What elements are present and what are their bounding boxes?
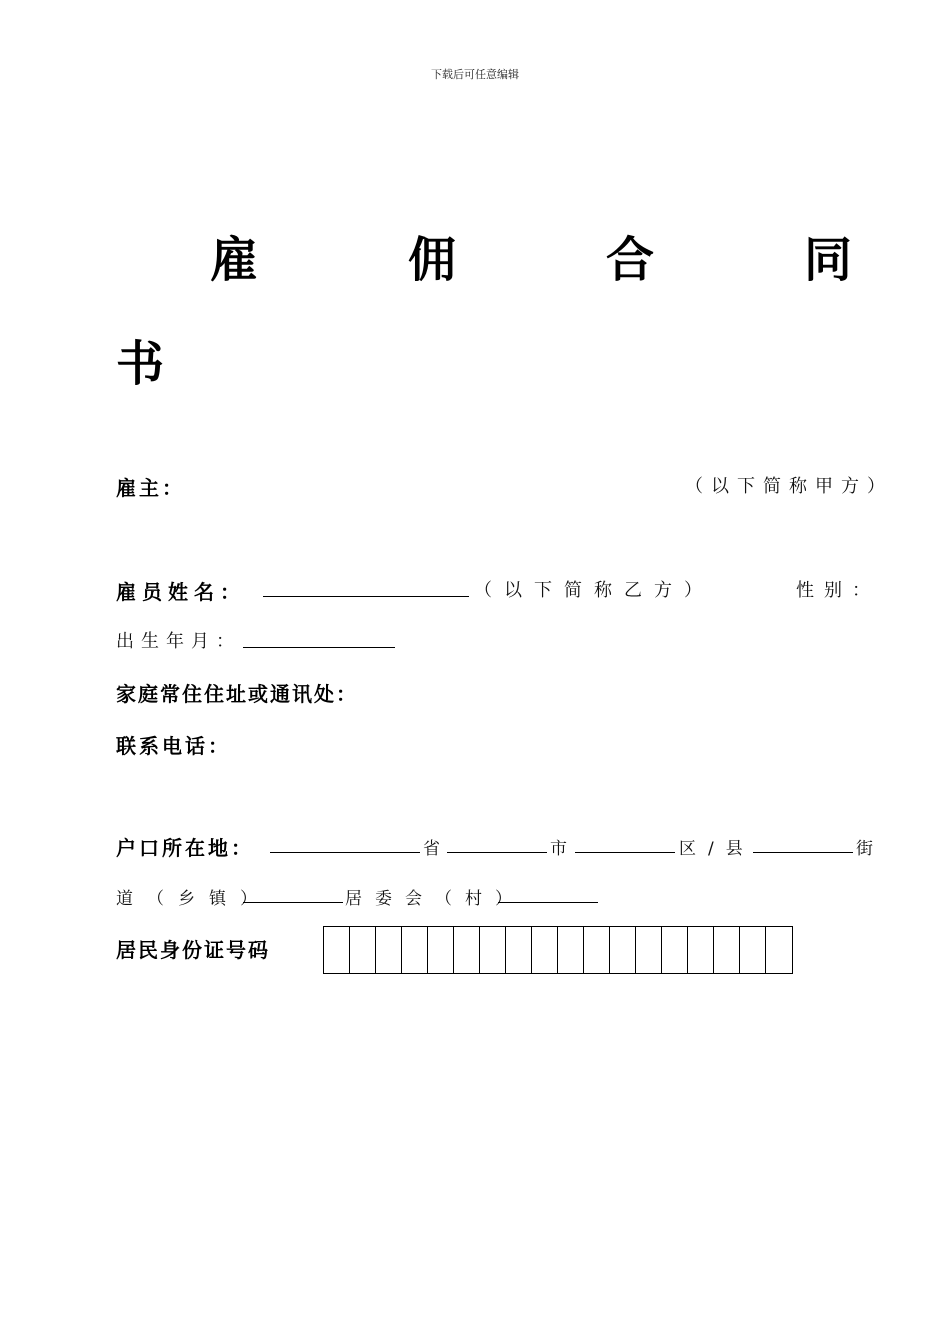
id-card-digit-cell[interactable] xyxy=(324,927,350,973)
id-card-digit-cell[interactable] xyxy=(662,927,688,973)
employee-name-field[interactable] xyxy=(263,596,469,597)
committee-field[interactable] xyxy=(498,902,598,903)
household-label: 户口所在地： xyxy=(116,836,254,860)
id-card-digit-cell[interactable] xyxy=(402,927,428,973)
id-card-grid xyxy=(323,926,793,974)
id-card-digit-cell[interactable] xyxy=(428,927,454,973)
district-label: 区/县 xyxy=(679,839,755,859)
id-card-label: 居民身份证号码 xyxy=(116,938,270,962)
title-char-1: 雇 xyxy=(210,232,259,288)
id-card-digit-cell[interactable] xyxy=(480,927,506,973)
employer-suffix: （以下简称甲方） xyxy=(685,476,893,497)
id-card-digit-cell[interactable] xyxy=(688,927,714,973)
city-field[interactable] xyxy=(447,852,547,853)
id-card-digit-cell[interactable] xyxy=(610,927,636,973)
header-note: 下载后可任意编辑 xyxy=(431,68,519,81)
employer-label: 雇主： xyxy=(116,476,185,500)
phone-label: 联系电话： xyxy=(116,734,231,758)
title-char-2: 佣 xyxy=(408,232,457,288)
id-card-digit-cell[interactable] xyxy=(714,927,740,973)
gender-label: 性别： xyxy=(796,580,880,601)
id-card-digit-cell[interactable] xyxy=(376,927,402,973)
employee-name-label: 雇员姓名： xyxy=(116,580,246,604)
id-card-digit-cell[interactable] xyxy=(506,927,532,973)
birth-field[interactable] xyxy=(243,647,395,648)
id-card-digit-cell[interactable] xyxy=(350,927,376,973)
district-field[interactable] xyxy=(575,852,675,853)
id-card-digit-cell[interactable] xyxy=(636,927,662,973)
province-label: 省 xyxy=(423,839,448,859)
id-card-digit-cell[interactable] xyxy=(454,927,480,973)
town-field[interactable] xyxy=(243,902,343,903)
committee-label: 居委会（村） xyxy=(345,889,525,909)
birth-label: 出生年月： xyxy=(116,631,241,652)
street-label: 街 xyxy=(856,839,881,859)
id-card-digit-cell[interactable] xyxy=(584,927,610,973)
street-field[interactable] xyxy=(753,852,853,853)
id-card-digit-cell[interactable] xyxy=(740,927,766,973)
employee-name-suffix: （以下简称乙方） xyxy=(474,580,714,601)
title-char-3: 合 xyxy=(606,232,655,288)
address-label: 家庭常住住址或通讯处： xyxy=(116,682,358,706)
city-label: 市 xyxy=(550,839,575,859)
province-field[interactable] xyxy=(270,852,420,853)
id-card-digit-cell[interactable] xyxy=(558,927,584,973)
street-line2-label: 道（乡镇） xyxy=(116,889,271,909)
id-card-digit-cell[interactable] xyxy=(766,927,792,973)
id-card-digit-cell[interactable] xyxy=(532,927,558,973)
title-line2: 书 xyxy=(116,336,165,392)
title-char-4: 同 xyxy=(804,232,853,288)
